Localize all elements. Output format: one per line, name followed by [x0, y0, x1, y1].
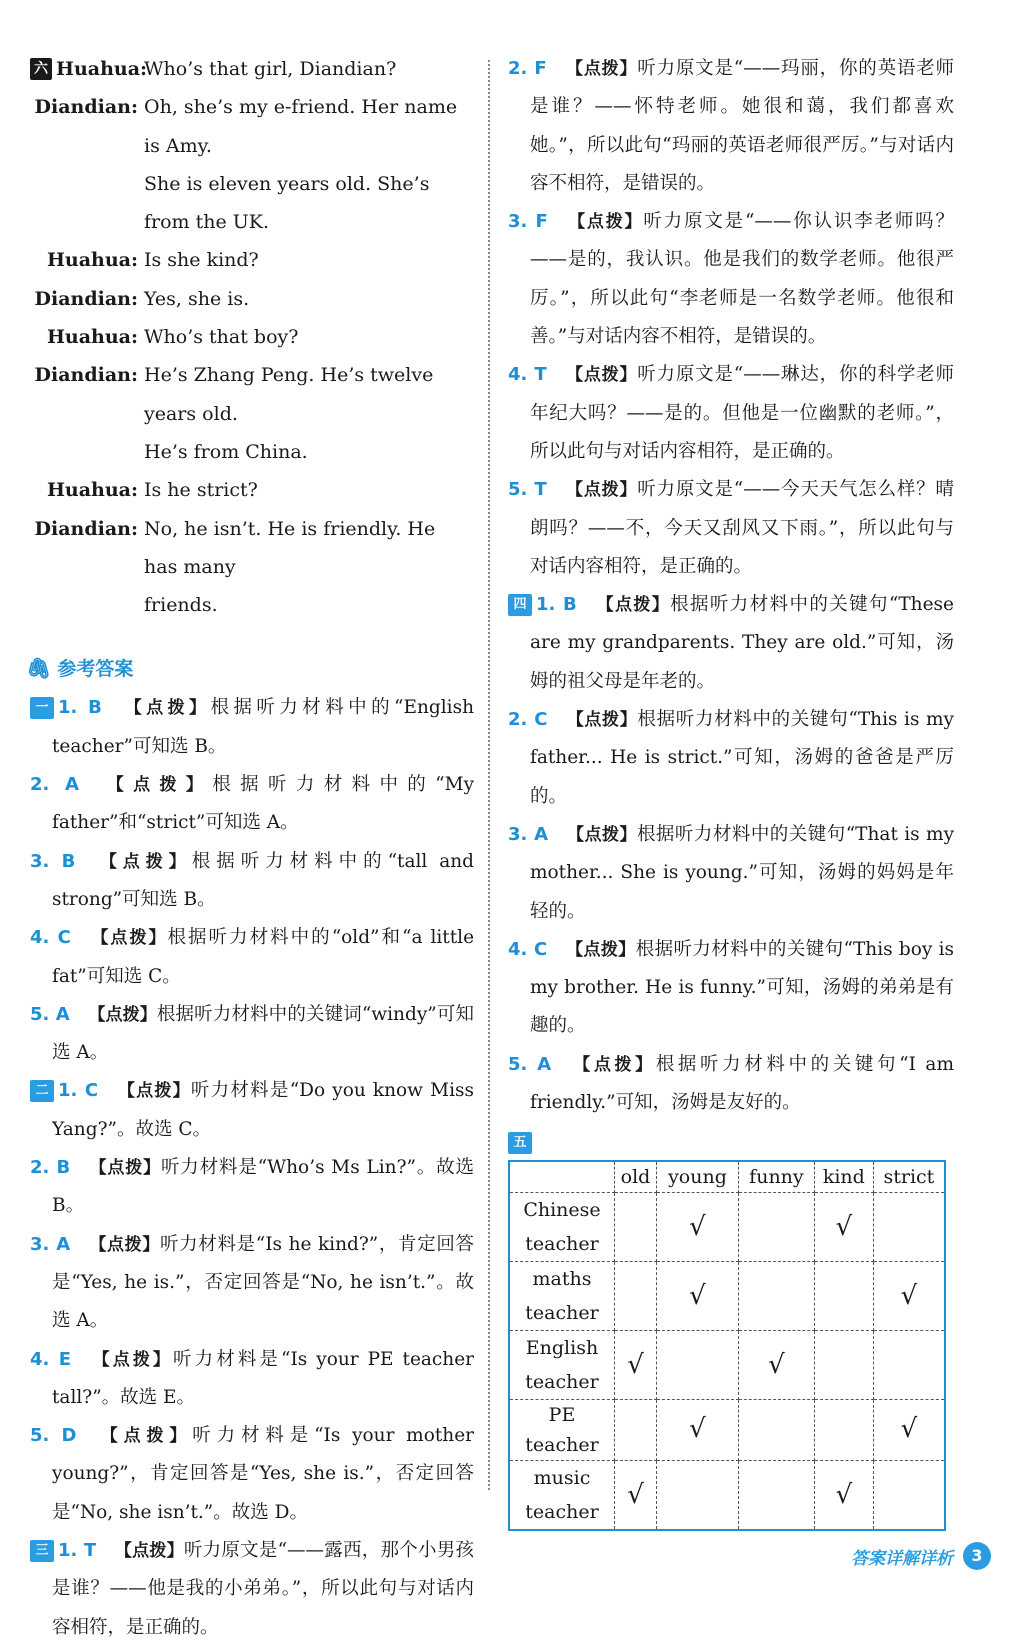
row-label-bottom: teacher [525, 1233, 599, 1256]
table-cell [814, 1262, 873, 1331]
answer-item [30, 919, 474, 996]
column-header: kind [814, 1161, 873, 1193]
dialogue-line [30, 241, 474, 279]
table-row [509, 1262, 945, 1331]
answers-heading [26, 654, 474, 681]
check-mark: √ [900, 1281, 918, 1312]
row-label [509, 1400, 615, 1461]
dialogue-text: He’s from China. [144, 440, 308, 463]
answer-explanation: 听力原文是“——你认识李老师吗？——是的，我认识。他是我们的数学老师。他很严厉。”，所以此句“李老师是一名数学老师。他很和善。”与对话内容不相符，是错误的。 [530, 211, 954, 348]
dialogue-line [30, 88, 474, 165]
dialogue-line [30, 318, 474, 356]
section-mark: 一 [30, 697, 54, 719]
row-label-top: PE teacher [525, 1404, 599, 1457]
answer-item [508, 816, 954, 931]
hint-tag: 【点拨】 [114, 1540, 184, 1561]
answer-explanation: 根据听力材料中的关键句“This is my father... He is strict.”可知，汤姆的爸爸是严厉的。 [530, 709, 955, 807]
hint-tag: 【点拨】 [89, 928, 168, 949]
dialogue-text: Is he strict? [144, 479, 258, 502]
speaker-wrap [30, 50, 148, 88]
dialogue-text: He’s Zhang Peng. He’s twelve years old. [144, 364, 434, 425]
dialogue-line [30, 280, 474, 318]
hint-tag: 【点拨】 [97, 775, 213, 796]
answer-number: 4. E [30, 1348, 72, 1370]
answer-number: 5. A [30, 1003, 70, 1025]
answer-number: 1. C [58, 1080, 99, 1102]
column-header: strict [873, 1161, 945, 1193]
table-row [509, 1461, 945, 1531]
answer-explanation: 根据听力材料中的“tall and strong”可知选 B。 [52, 850, 474, 910]
hint-tag: 【点拨】 [88, 1234, 160, 1255]
row-label [509, 1331, 615, 1400]
answers-heading-label: 参考答案 [57, 658, 134, 681]
dialogue-text: Who’s that girl, Diandian? [144, 58, 397, 80]
answer-item [508, 203, 954, 356]
answer-explanation: 根据听力材料中的“English teacher”可知选 B。 [52, 697, 475, 757]
hint-tag: 【点拨】 [116, 1081, 191, 1102]
hint-tag: 【点拨】 [565, 480, 638, 501]
dialogue-text: friends. [144, 594, 218, 617]
dialogue-text: Who’s that boy? [144, 326, 299, 349]
hint-tag: 【点拨】 [88, 1004, 157, 1025]
answer-explanation: 听力原文是“——今天天气怎么样？晴朗吗？——不，今天又刮风又下雨。”，所以此句与对话内容相符，是正确的。 [530, 479, 954, 577]
answer-item [30, 1072, 474, 1149]
check-mark: √ [627, 1350, 644, 1381]
answer-item [30, 1532, 474, 1647]
check-mark: √ [689, 1212, 706, 1243]
section-mark: 六 [30, 58, 52, 80]
table-cell [657, 1331, 739, 1400]
table-cell [657, 1193, 739, 1262]
answer-number: 3. A [508, 823, 549, 845]
hint-tag: 【点拨】 [565, 59, 638, 79]
row-label [509, 1262, 615, 1331]
answer-item [30, 996, 474, 1073]
answer-number: 3. A [30, 1233, 71, 1255]
dialogue-text: Yes, she is. [144, 287, 250, 310]
row-label [509, 1461, 615, 1531]
dialogue-line [30, 50, 474, 88]
answer-number: 3. F [508, 211, 548, 233]
table-cell [657, 1262, 739, 1331]
page-footer [851, 1542, 991, 1570]
speaker: Diandian: [34, 287, 138, 310]
table-section [508, 1132, 954, 1531]
answer-explanation: 根据听力材料中的关键句“These are my grandparents. They are old.”可知，汤姆的祖父母是年老的。 [530, 594, 954, 692]
table-cell [738, 1262, 814, 1331]
speaker: Diandian: [34, 96, 138, 119]
table-row [509, 1331, 945, 1400]
dialogue-line [30, 165, 474, 242]
answer-item [30, 1149, 474, 1226]
row-label-top: maths [532, 1268, 592, 1291]
answer-number: 5. D [30, 1425, 77, 1447]
table-cell [873, 1193, 945, 1262]
answer-explanation: 根据听力材料中的“old”和“a little fat”可知选 C。 [52, 927, 475, 987]
hint-tag: 【点拨】 [89, 1349, 174, 1370]
footer-brand: 答案详解详析 [851, 1548, 953, 1569]
hint-tag: 【点拨】 [94, 1426, 193, 1447]
answer-explanation: 听力材料是“Is your mother young?”，肯定回答是“Yes, she is.”，否定回答是“No, she isn’t.”。故选 D。 [52, 1425, 474, 1523]
table-cell [738, 1331, 814, 1400]
answer-explanation: 根据听力材料中的“My father”和“strict”可知选 A。 [52, 774, 475, 834]
speaker: Huahua: [46, 326, 138, 349]
answer-item [508, 50, 954, 203]
check-mark: √ [627, 1480, 644, 1511]
answer-item [30, 766, 474, 843]
table-cell [814, 1400, 873, 1461]
answer-item [508, 356, 954, 471]
answer-item [508, 471, 954, 586]
dialogue-line [30, 586, 474, 624]
answer-item [508, 586, 954, 701]
table-cell [615, 1193, 657, 1262]
hint-tag: 【点拨】 [566, 710, 638, 731]
speaker: Diandian: [34, 364, 138, 387]
answer-explanation: 根据听力材料中的关键句“I am friendly.”可知，汤姆是友好的。 [530, 1053, 955, 1114]
check-mark: √ [768, 1350, 785, 1381]
speaker: Diandian: [34, 517, 138, 540]
row-label-top: Chinese [523, 1199, 601, 1222]
dialogue-text: No, he isn’t. He is friendly. He has many [144, 517, 436, 578]
hint-tag: 【点拨】 [565, 365, 638, 386]
answer-item [508, 931, 954, 1046]
page-number: 3 [963, 1542, 991, 1570]
hint-tag: 【点拨】 [93, 851, 192, 872]
check-mark: √ [689, 1281, 706, 1312]
answer-sections-right [508, 50, 954, 1122]
answer-item [508, 1046, 954, 1123]
answer-number: 4. C [30, 927, 71, 949]
check-mark: √ [835, 1212, 853, 1243]
column-header: funny [738, 1161, 814, 1193]
paperclip-icon: 🖇 [26, 655, 52, 680]
answer-table [508, 1160, 946, 1531]
answer-explanation: 听力原文是“——琳达，你的科学老师年纪大吗？——是的。但他是一位幽默的老师。”，所以此句与对话内容相符，是正确的。 [530, 364, 954, 462]
column-header: old [615, 1161, 657, 1193]
answer-explanation: 根据听力材料中的关键句“This boy is my brother. He is funny.”可知，汤姆的弟弟是有趣的。 [530, 938, 954, 1037]
hint-tag: 【点拨】 [88, 1158, 161, 1179]
column-header [509, 1161, 615, 1193]
answer-number: 2. F [508, 58, 547, 79]
dialogue-line [30, 471, 474, 509]
answer-number: 4. C [508, 938, 548, 960]
check-mark: √ [900, 1414, 918, 1445]
table-cell [873, 1461, 945, 1531]
speaker: Huahua: [46, 479, 138, 502]
table-cell [873, 1400, 945, 1461]
row-label [509, 1193, 615, 1262]
answer-item [508, 701, 954, 816]
answer-number: 1. T [58, 1539, 97, 1561]
section-mark: 四 [508, 594, 532, 616]
answer-number: 2. C [508, 709, 548, 731]
row-label-top: English [525, 1337, 599, 1360]
answer-number: 2. A [30, 774, 79, 796]
answer-number: 3. B [30, 850, 76, 872]
dialogue-text: Is she kind? [144, 249, 259, 272]
dialogue-line [30, 510, 474, 587]
table-cell [814, 1331, 873, 1400]
table-cell [738, 1461, 814, 1531]
table-cell [814, 1461, 873, 1531]
table-cell [738, 1193, 814, 1262]
hint-tag: 【点拨】 [566, 212, 644, 233]
table-cell [615, 1461, 657, 1531]
dialogue-text: Oh, she’s my e-friend. Her name is Amy. [144, 96, 458, 157]
answer-explanation: 听力原文是“——露西，那个小男孩是谁？——他是我的小弟弟。”，所以此句与对话内容相符，是正确的。 [52, 1539, 474, 1638]
table-cell [615, 1400, 657, 1461]
answer-number: 5. T [508, 479, 547, 501]
dialogue-text: She is eleven years old. She’s from the UK. [144, 172, 430, 234]
section-mark: 三 [30, 1540, 54, 1562]
hint-tag: 【点拨】 [595, 595, 671, 616]
answer-explanation: 听力材料是“Is he kind?”，肯定回答是“Yes, he is.”，否定回答是“No, he isn’t.”。故选 A。 [52, 1233, 474, 1332]
answer-item [30, 1417, 474, 1532]
left-column [26, 50, 475, 1647]
table-cell [814, 1193, 873, 1262]
answer-number: 2. B [30, 1157, 71, 1179]
hint-tag: 【点拨】 [120, 698, 211, 719]
dialogue [30, 50, 474, 624]
answer-explanation: 根据听力材料中的关键句“That is my mother... She is young.”可知，汤姆的妈妈是年轻的。 [530, 823, 955, 922]
right-column [508, 50, 954, 1531]
answer-number: 5. A [508, 1053, 552, 1075]
table-cell [873, 1331, 945, 1400]
dialogue-line [30, 433, 474, 471]
table-header-row [509, 1161, 945, 1193]
answer-item [30, 1341, 474, 1418]
answer-explanation: 听力材料是“Do you know Miss Yang?”。故选 C。 [52, 1080, 474, 1140]
row-label-bottom: teacher [525, 1302, 599, 1325]
row-label-top: music [533, 1467, 591, 1490]
answer-item [30, 843, 474, 920]
section-mark: 二 [30, 1080, 54, 1102]
column-divider [488, 60, 490, 1490]
answer-number: 4. T [508, 364, 547, 386]
speaker: Huahua: [56, 58, 148, 80]
table-row [509, 1193, 945, 1262]
table-cell [615, 1262, 657, 1331]
answer-number: 1. B [58, 697, 102, 719]
table-cell [873, 1262, 945, 1331]
row-label-bottom: teacher [525, 1371, 599, 1394]
answer-sections-left [30, 689, 474, 1646]
answer-item [30, 689, 474, 766]
answer-explanation: 听力材料是“Is your PE teacher tall?”。故选 E。 [52, 1348, 474, 1408]
hint-tag: 【点拨】 [565, 939, 636, 960]
answer-explanation: 根据听力材料中的关键词“windy”可知选 A。 [52, 1003, 474, 1064]
dialogue-line [30, 356, 474, 433]
table-cell [615, 1331, 657, 1400]
answer-explanation: 听力原文是“——玛丽，你的英语老师是谁？——怀特老师。她很和蔼，我们都喜欢她。”，所以此句“玛丽的英语老师很严厉。”与对话内容不相符，是错误的。 [530, 58, 954, 194]
answer-explanation: 听力材料是“Who’s Ms Lin?”。故选 B。 [52, 1157, 474, 1217]
section-mark: 五 [508, 1132, 532, 1154]
speaker: Huahua: [46, 249, 138, 272]
answer-number: 1. B [536, 594, 577, 616]
check-mark: √ [835, 1480, 853, 1511]
check-mark: √ [689, 1414, 706, 1445]
table-cell [738, 1400, 814, 1461]
table-row [509, 1400, 945, 1461]
hint-tag: 【点拨】 [569, 1054, 656, 1075]
hint-tag: 【点拨】 [566, 824, 637, 845]
column-header: young [657, 1161, 739, 1193]
answer-item [30, 1226, 474, 1341]
table-cell [657, 1400, 739, 1461]
table-cell [657, 1461, 739, 1531]
row-label-bottom: teacher [525, 1501, 599, 1524]
